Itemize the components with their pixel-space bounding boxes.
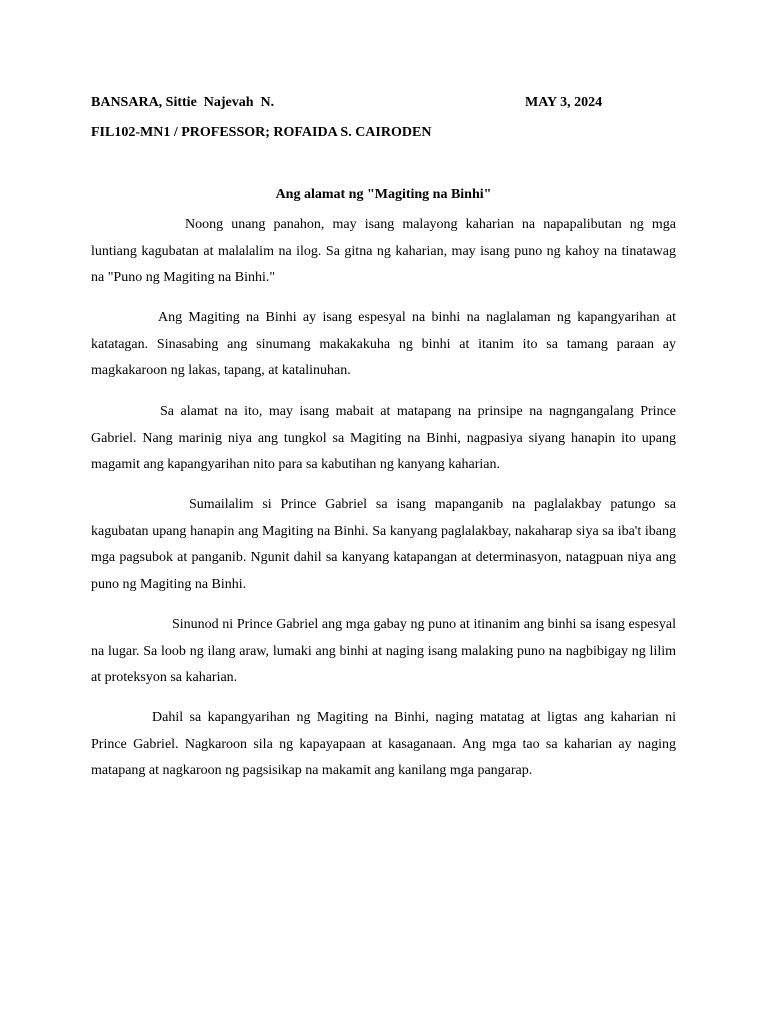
document-date: MAY 3, 2024 bbox=[525, 95, 603, 110]
paragraph-6: Dahil sa kapangyarihan ng Magiting na Binhi, naging matatag at ligtas ang kaharian ni Prince Gabriel. Nagkaroon sila ng kapayapaan at kasaganaan. Ang mga tao sa kaharian ay naging matapang at nagkaroon ng pagsisikap na makamit ang kanilang mga pangarap. bbox=[91, 710, 676, 779]
paragraph-1: Noong unang panahon, may isang malayong kaharian na napapalibutan ng mga luntiang kagubatan at malalalim na ilog. Sa gitna ng kaharian, may isang puno ng kahoy na tinatawag na "Puno ng Magiting na Binhi." bbox=[91, 217, 676, 286]
paragraph-4: Sumailalim si Prince Gabriel sa isang mapanganib na paglalakbay patungo sa kagubatan upang hanapin ang Magiting na Binhi. Sa kanyang paglalakbay, nakaharap siya sa iba't ibang mga pagsubok at panganib. Ngunit dahil sa kanyang katapangan at determinasyon, natagpuan niya ang puno ng Magiting na Binhi. bbox=[91, 497, 676, 593]
paragraph-5: Sinunod ni Prince Gabriel ang mga gabay ng puno at itinanim ang binhi sa isang espesyal na lugar. Sa loob ng ilang araw, lumaki ang binhi at naging isang malaking puno na nagbibigay ng lilim at proteksyon sa kaharian. bbox=[91, 617, 676, 686]
author-name: BANSARA, Sittie Najevah N. bbox=[91, 95, 275, 110]
course-professor-line: FIL102-MN1 / PROFESSOR; ROFAIDA S. CAIRODEN bbox=[91, 125, 432, 140]
paragraph-3: Sa alamat na ito, may isang mabait at matapang na prinsipe na nagngangalang Prince Gabriel. Nang marinig niya ang tungkol sa Magiting na Binhi, nagpasiya siyang hanapin ito upang magamit ang kapangyarihan nito para sa kabutihan ng kanyang kaharian. bbox=[91, 404, 676, 473]
paragraph-2: Ang Magiting na Binhi ay isang espesyal na binhi na naglalaman ng kapangyarihan at katatagan. Sinasabing ang sinumang makakakuha ng binhi at itanim ito sa tamang paraan ay magkakaroon ng lakas, tapang, at katalinuhan. bbox=[91, 310, 676, 379]
document-title: Ang alamat ng "Magiting na Binhi" bbox=[275, 187, 492, 202]
